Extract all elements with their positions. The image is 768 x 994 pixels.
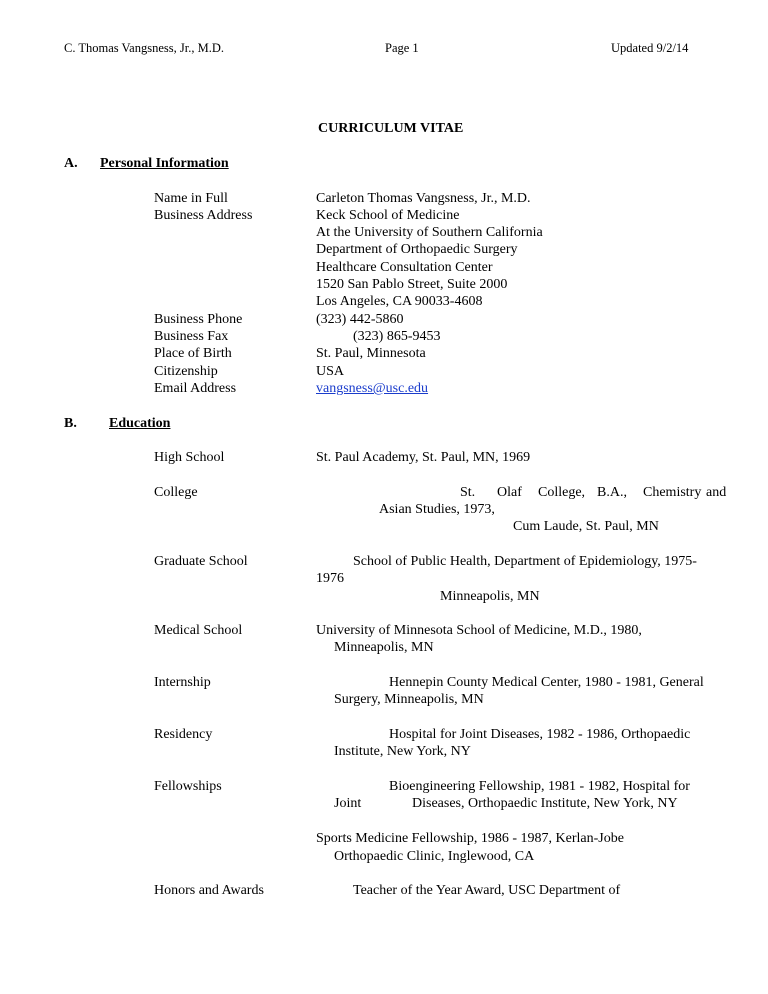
section-a-heading: Personal Information bbox=[100, 156, 229, 171]
honors-line: Teacher of the Year Award, USC Department of bbox=[353, 883, 621, 898]
medical-school-label: Medical School bbox=[154, 623, 243, 638]
birth-label: Place of Birth bbox=[154, 346, 232, 361]
residency-line: Hospital for Joint Diseases, 1982 - 1986, Orthopaedic bbox=[389, 727, 691, 742]
grad-school-line: Minneapolis, MN bbox=[440, 589, 540, 604]
grad-school-line: 1976 bbox=[316, 571, 344, 586]
college-word: College, bbox=[538, 485, 586, 500]
phone-value: (323) 442-5860 bbox=[316, 312, 404, 327]
internship-line: Hennepin County Medical Center, 1980 - 1981, General bbox=[389, 675, 704, 690]
honors-label: Honors and Awards bbox=[154, 883, 264, 898]
fellowship-line: Diseases, Orthopaedic Institute, New York, NY bbox=[412, 796, 678, 811]
name-label: Name in Full bbox=[154, 191, 228, 206]
fellowship-line: Orthopaedic Clinic, Inglewood, CA bbox=[334, 849, 535, 864]
header-author: C. Thomas Vangsness, Jr., M.D. bbox=[64, 41, 224, 55]
header-page-number: Page 1 bbox=[385, 41, 419, 55]
high-school-value: St. Paul Academy, St. Paul, MN, 1969 bbox=[316, 450, 531, 465]
fellowship-line: Joint bbox=[334, 796, 362, 811]
grad-school-line: School of Public Health, Department of Epidemiology, 1975- bbox=[353, 554, 697, 569]
college-word: and bbox=[706, 485, 727, 500]
fellowship-line: Bioengineering Fellowship, 1981 - 1982, Hospital for bbox=[389, 779, 690, 794]
fax-label: Business Fax bbox=[154, 329, 229, 344]
address-line: Los Angeles, CA 90033-4608 bbox=[316, 294, 483, 309]
header-updated-date: Updated 9/2/14 bbox=[611, 41, 689, 55]
college-word: Olaf bbox=[497, 485, 522, 500]
phone-label: Business Phone bbox=[154, 312, 243, 327]
section-b-heading: Education bbox=[109, 416, 171, 431]
college-label: College bbox=[154, 485, 198, 500]
email-label: Email Address bbox=[154, 381, 237, 396]
section-a-letter: A. bbox=[64, 156, 78, 171]
birth-value: St. Paul, Minnesota bbox=[316, 346, 426, 361]
grad-school-label: Graduate School bbox=[154, 554, 248, 569]
residency-line: Institute, New York, NY bbox=[334, 744, 471, 759]
section-b-letter: B. bbox=[64, 416, 77, 431]
document-title: CURRICULUM VITAE bbox=[318, 121, 464, 136]
college-word: B.A., bbox=[597, 485, 627, 500]
medical-school-line: University of Minnesota School of Medicine, M.D., 1980, bbox=[316, 623, 642, 638]
college-word: St. bbox=[460, 485, 476, 500]
fellowships-label: Fellowships bbox=[154, 779, 222, 794]
address-label: Business Address bbox=[154, 208, 253, 223]
address-line: 1520 San Pablo Street, Suite 2000 bbox=[316, 277, 508, 292]
college-line: Cum Laude, St. Paul, MN bbox=[513, 519, 659, 534]
address-line: Department of Orthopaedic Surgery bbox=[316, 242, 518, 257]
college-word: Chemistry bbox=[643, 485, 702, 500]
email-link[interactable]: vangsness@usc.edu bbox=[316, 381, 429, 396]
fellowship-line: Sports Medicine Fellowship, 1986 - 1987, Kerlan-Jobe bbox=[316, 831, 624, 846]
high-school-label: High School bbox=[154, 450, 225, 465]
medical-school-line: Minneapolis, MN bbox=[334, 640, 434, 655]
internship-label: Internship bbox=[154, 675, 211, 690]
address-line: At the University of Southern California bbox=[316, 225, 543, 240]
address-line: Keck School of Medicine bbox=[316, 208, 460, 223]
internship-line: Surgery, Minneapolis, MN bbox=[334, 692, 484, 707]
citizenship-label: Citizenship bbox=[154, 364, 218, 379]
residency-label: Residency bbox=[154, 727, 213, 742]
address-line: Healthcare Consultation Center bbox=[316, 260, 493, 275]
citizenship-value: USA bbox=[316, 364, 345, 379]
college-line: Asian Studies, 1973, bbox=[379, 502, 495, 517]
fax-value: (323) 865-9453 bbox=[353, 329, 441, 344]
name-value: Carleton Thomas Vangsness, Jr., M.D. bbox=[316, 191, 531, 206]
